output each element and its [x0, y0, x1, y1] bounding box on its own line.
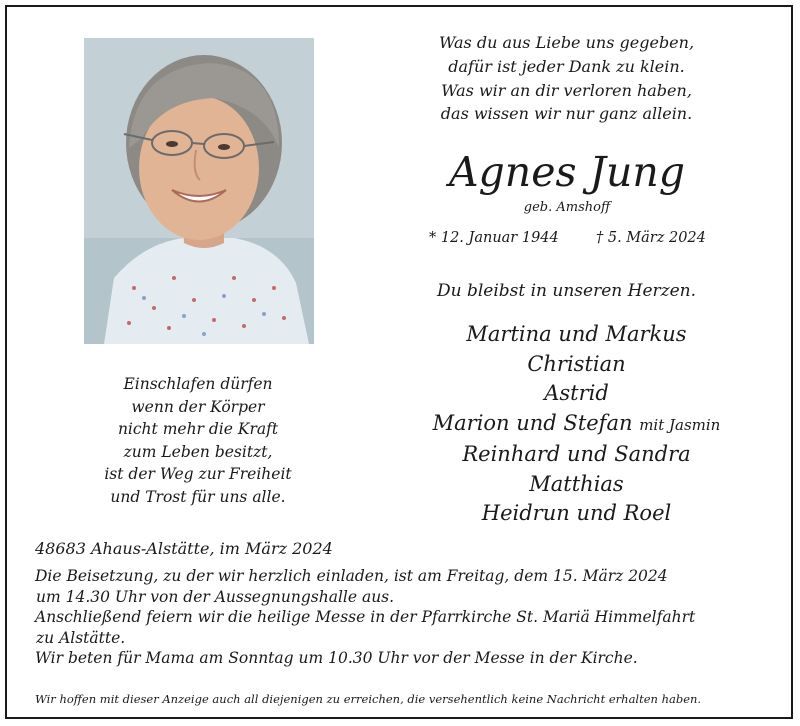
poem-line: nicht mehr die Kraft — [117, 420, 279, 439]
birth-date: * 12. Januar 1944 — [429, 230, 559, 246]
death-date: † 5. März 2024 — [596, 230, 706, 246]
family-member: Christian — [527, 351, 626, 376]
footnote: Wir hoffen mit dieser Anzeige auch all diejenigen zu erreichen, die versehentlich keine Nachricht erhalten haben. — [35, 692, 702, 706]
portrait-photo — [84, 38, 314, 344]
motto: Du bleibst in unseren Herzen. — [436, 281, 697, 301]
poem-line: zum Leben besitzt, — [123, 442, 273, 461]
family-member-extra: mit Jasmin — [639, 415, 721, 434]
family-member: Reinhard und Sandra — [462, 442, 691, 466]
maiden-name: geb. Amshoff — [523, 200, 611, 215]
poem-line: wenn der Körper — [131, 397, 265, 416]
family-member-name: Marion und Stefan — [432, 410, 633, 435]
poem-line: und Trost für uns alle. — [110, 487, 286, 506]
poem-line: Was du aus Liebe uns gegeben, — [438, 33, 695, 52]
details-line: um 14.30 Uhr von der Aussegnungshalle aus. — [36, 587, 395, 606]
poem-line: dafür ist jeder Dank zu klein. — [448, 56, 685, 76]
family-member: Heidrun und Roel — [481, 501, 672, 525]
poem-line: Einschlafen dürfen — [123, 375, 273, 393]
family-member — [400, 409, 753, 441]
left-poem — [82, 373, 314, 509]
details-line: Die Beisetzung, zu der wir herzlich einladen, ist am Freitag, dem 15. März 2024 — [35, 567, 668, 585]
top-poem — [400, 31, 733, 126]
details-line: Anschließend feiern wir die heilige Messe in der Pfarrkirche St. Mariä Himmelfahrt — [35, 608, 696, 626]
poem-line: das wissen wir nur ganz allein. — [440, 104, 693, 124]
details-line: zu Alstätte. — [36, 628, 126, 647]
family-member: Astrid — [544, 381, 609, 405]
family-list — [400, 320, 753, 529]
details-line: Wir beten für Mama am Sonntag um 10.30 Uhr vor der Messe in der Kirche. — [35, 649, 638, 667]
family-member: Martina und Markus — [466, 322, 687, 346]
place-date: 48683 Ahaus-Alstätte, im März 2024 — [35, 539, 333, 558]
poem-line: ist der Weg zur Freiheit — [104, 465, 292, 484]
funeral-details — [35, 566, 775, 669]
poem-line: Was wir an dir verloren haben, — [441, 80, 692, 100]
family-member: Matthias — [529, 471, 624, 496]
deceased-name: Agnes Jung — [448, 148, 686, 196]
